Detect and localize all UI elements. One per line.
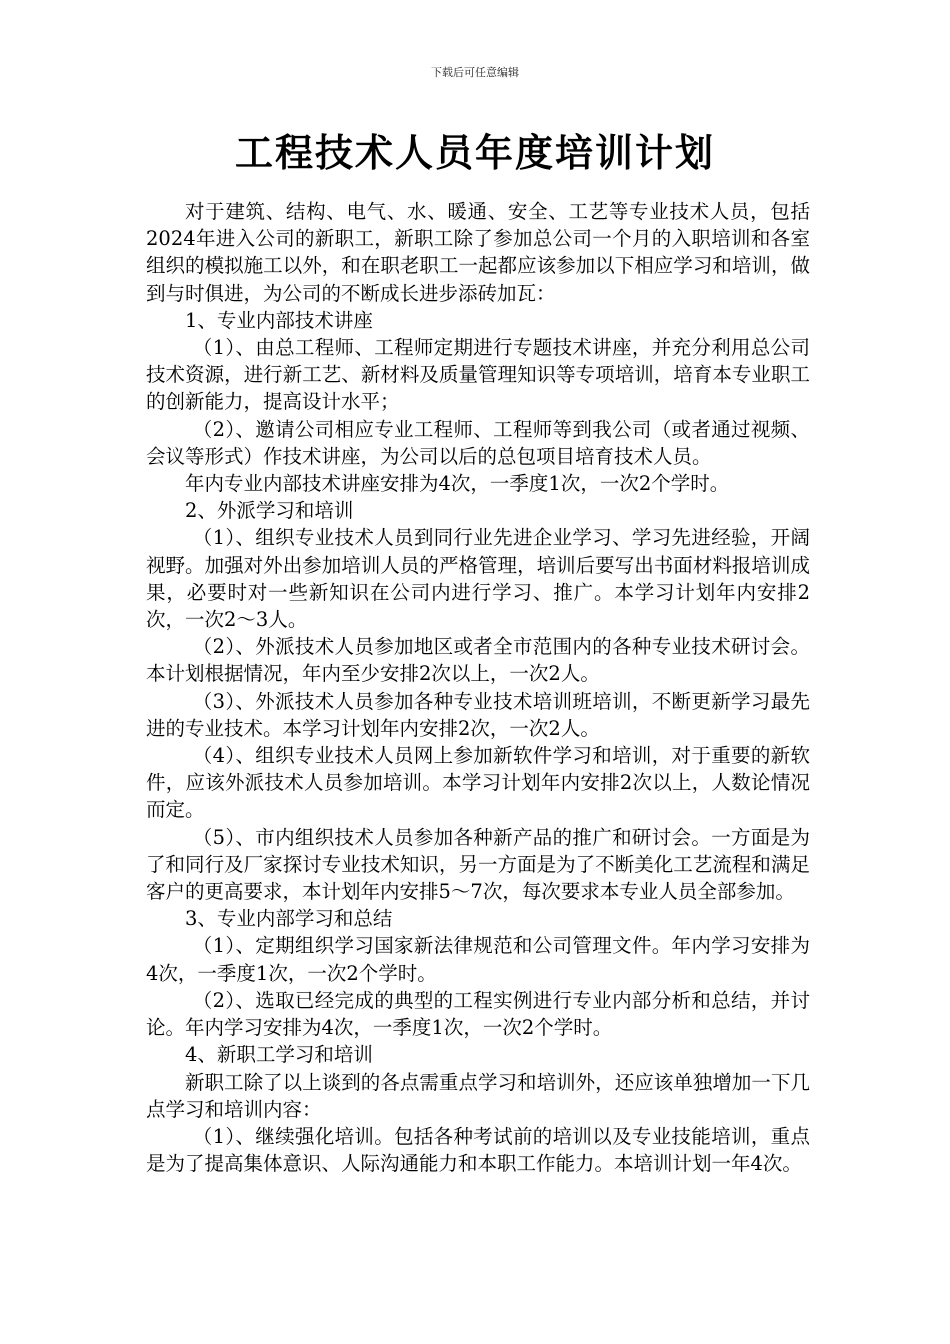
paragraph-3-2: （2）、选取已经完成的典型的工程实例进行专业内部分析和总结，并讨论。年内学习安排为4次，一季度1次，一次2个学时。 <box>146 988 810 1040</box>
section-heading-1: 1、专业内部技术讲座 <box>185 308 373 332</box>
paragraph-2-2: （2）、外派技术人员参加地区或者全市范围内的各种专业技术研讨会。本计划根据情况，年内至少安排2次以上，一次2人。 <box>146 635 810 686</box>
document-body <box>146 198 810 1177</box>
paragraph-4-intro: 新职工除了以上谈到的各点需重点学习和培训外，还应该单独增加一下几点学习和培训内容： <box>146 1070 810 1121</box>
section-heading-4: 4、新职工学习和培训 <box>185 1043 373 1067</box>
paragraph-2-3: （3）、外派技术人员参加各种专业技术培训班培训，不断更新学习最先进的专业技术。本学习计划年内安排2次，一次2人。 <box>146 689 810 740</box>
paragraph-2-1: （1）、组织专业技术人员到同行业先进企业学习、学习先进经验，开阔视野。加强对外出参加培训人员的严格管理，培训后要写出书面材料报培训成果，必要时对一些新知识在公司内进行学习、推广。本学习计划年内安排2次，一次2～3人。 <box>146 526 810 632</box>
section-heading-2: 2、外派学习和培训 <box>185 499 354 523</box>
header-note: 下载后可任意编辑 <box>431 66 519 79</box>
paragraph-1-1: （1）、由总工程师、工程师定期进行专题技术讲座，并充分利用总公司技术资源，进行新工艺、新材料及质量管理知识等专项培训，培育本专业职工的创新能力，提高设计水平； <box>146 336 810 414</box>
paragraph-2-5: （5）、市内组织技术人员参加各种新产品的推广和研讨会。一方面是为了和同行及厂家探讨专业技术知识，另一方面是为了不断美化工艺流程和满足客户的更高要求，本计划年内安排5～7次，每次要求本专业人员全部参加。 <box>146 825 810 904</box>
paragraph-intro: 对于建筑、结构、电气、水、暖通、安全、工艺等专业技术人员，包括2024年进入公司的新职工，新职工除了参加总公司一个月的入职培训和各室组织的模拟施工以外，和在职老职工一起都应该参加以下相应学习和培训，做到与时俱进，为公司的不断成长进步添砖加瓦： <box>146 200 810 305</box>
paragraph-3-1: （1）、定期组织学习国家新法律规范和公司管理文件。年内学习安排为4次，一季度1次，一次2个学时。 <box>146 934 810 985</box>
document-title: 工程技术人员年度培训计划 <box>234 130 715 175</box>
section-heading-3: 3、专业内部学习和总结 <box>185 907 393 931</box>
paragraph-4-1: （1）、继续强化培训。包括各种考试前的培训以及专业技能培训，重点是为了提高集体意识、人际沟通能力和本职工作能力。本培训计划一年4次。 <box>146 1124 810 1176</box>
paragraph-2-4: （4）、组织专业技术人员网上参加新软件学习和培训，对于重要的新软件，应该外派技术人员参加培训。本学习计划年内安排2次以上，人数论情况而定。 <box>146 744 810 822</box>
paragraph-1-2: （2）、邀请公司相应专业工程师、工程师等到我公司（或者通过视频、会议等形式）作技术讲座，为公司以后的总包项目培育技术人员。 <box>146 417 810 468</box>
paragraph-1-summary: 年内专业内部技术讲座安排为4次，一季度1次，一次2个学时。 <box>185 472 730 496</box>
